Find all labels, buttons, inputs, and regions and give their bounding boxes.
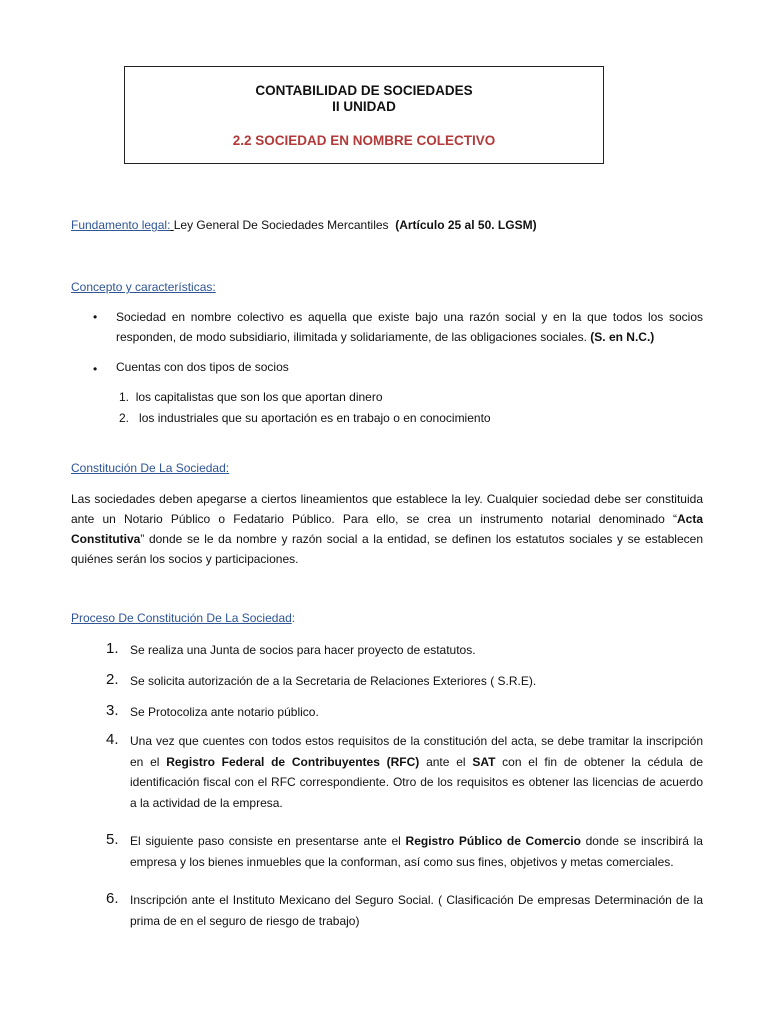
fundamento-label: Fundamento legal:: [71, 218, 171, 232]
section-title: 2.2 SOCIEDAD EN NOMBRE COLECTIVO: [232, 133, 496, 148]
step-4: Una vez que cuentes con todos estos requisitos de la constitución del acta, se debe tramitar la inscripción en el Registro Federal de Contribuyentes (RFC) ante el SAT con el fin de obtener la cédula de identificación fiscal con el RFC correspondiente. Otro de los requisitos es obtener las licencias de acuerdo a la actividad de la empresa.: [130, 734, 703, 810]
step-6: Inscripción ante el Instituto Mexicano del Seguro Social. ( Clasificación De empresas Determinación de la prima de en el seguro de riesgo de trabajo): [130, 893, 703, 928]
title-box: [124, 66, 604, 164]
course-title: CONTABILIDAD DE SOCIEDADES: [255, 83, 473, 98]
step-5: El siguiente paso consiste en presentarse ante el Registro Público de Comercio donde se inscribirá la empresa y los bienes inmuebles que la conforman, así como sus fines, objetivos y metas comerciales.: [130, 834, 703, 869]
step-1: Se realiza una Junta de socios para hacer proyecto de estatutos.: [130, 643, 476, 657]
sub-item-2: 2. los industriales que su aportación es en trabajo o en conocimiento: [119, 411, 491, 425]
fundamento-article: (Artículo 25 al 50. LGSM): [395, 218, 537, 232]
step-number: 2.: [106, 671, 119, 688]
fundamento-line: [71, 218, 537, 232]
step-number: 3.: [106, 702, 119, 719]
step-3: Se Protocoliza ante notario público.: [130, 705, 319, 719]
sub-item-1: 1. los capitalistas que son los que aportan dinero: [119, 390, 383, 404]
bullet-marker: •: [93, 362, 98, 376]
constitucion-heading: Constitución De La Sociedad:: [71, 461, 230, 475]
concepto-definition: Sociedad en nombre colectivo es aquella que existe bajo una razón social y en la que todos los socios responden, de modo subsidiario, ilimitada y solidariamente, de las obligaciones sociales. (S. en N.C.): [116, 310, 703, 344]
concepto-heading: Concepto y características:: [71, 280, 216, 294]
rfc-registry: Registro Federal de Contribuyentes (RFC): [166, 754, 420, 769]
step-2: Se solicita autorización de a la Secretaria de Relaciones Exteriores ( S.R.E).: [130, 674, 537, 688]
sat-name: SAT: [472, 754, 496, 769]
step-number: 5.: [106, 831, 119, 848]
sn-abbrev: (S. en N.C.): [590, 330, 655, 344]
socios-types: Cuentas con dos tipos de socios: [116, 360, 289, 374]
constitucion-paragraph: Las sociedades deben apegarse a ciertos lineamientos que establece la ley. Cualquier sociedad debe ser constituida ante un Notario Público o Fedatario Público. Para ello, se crea un instrumento notarial denominado “Acta Constitutiva” donde se le da nombre y razón social a la entidad, se definen los estatutos sociales y se establecen quiénes serán los socios y participaciones.: [71, 492, 703, 566]
bullet-marker: •: [93, 310, 98, 324]
proceso-heading: Proceso De Constitución De La Sociedad:: [71, 611, 296, 625]
step-number: 1.: [106, 640, 119, 657]
acta-constitutiva: Acta Constitutiva: [71, 512, 703, 546]
step-number: 4.: [106, 731, 119, 748]
step-number: 6.: [106, 890, 119, 907]
unit-title: II UNIDAD: [332, 99, 396, 114]
registro-publico: Registro Público de Comercio: [405, 834, 581, 848]
fundamento-text: Ley General De Sociedades Mercantiles: [173, 218, 389, 232]
